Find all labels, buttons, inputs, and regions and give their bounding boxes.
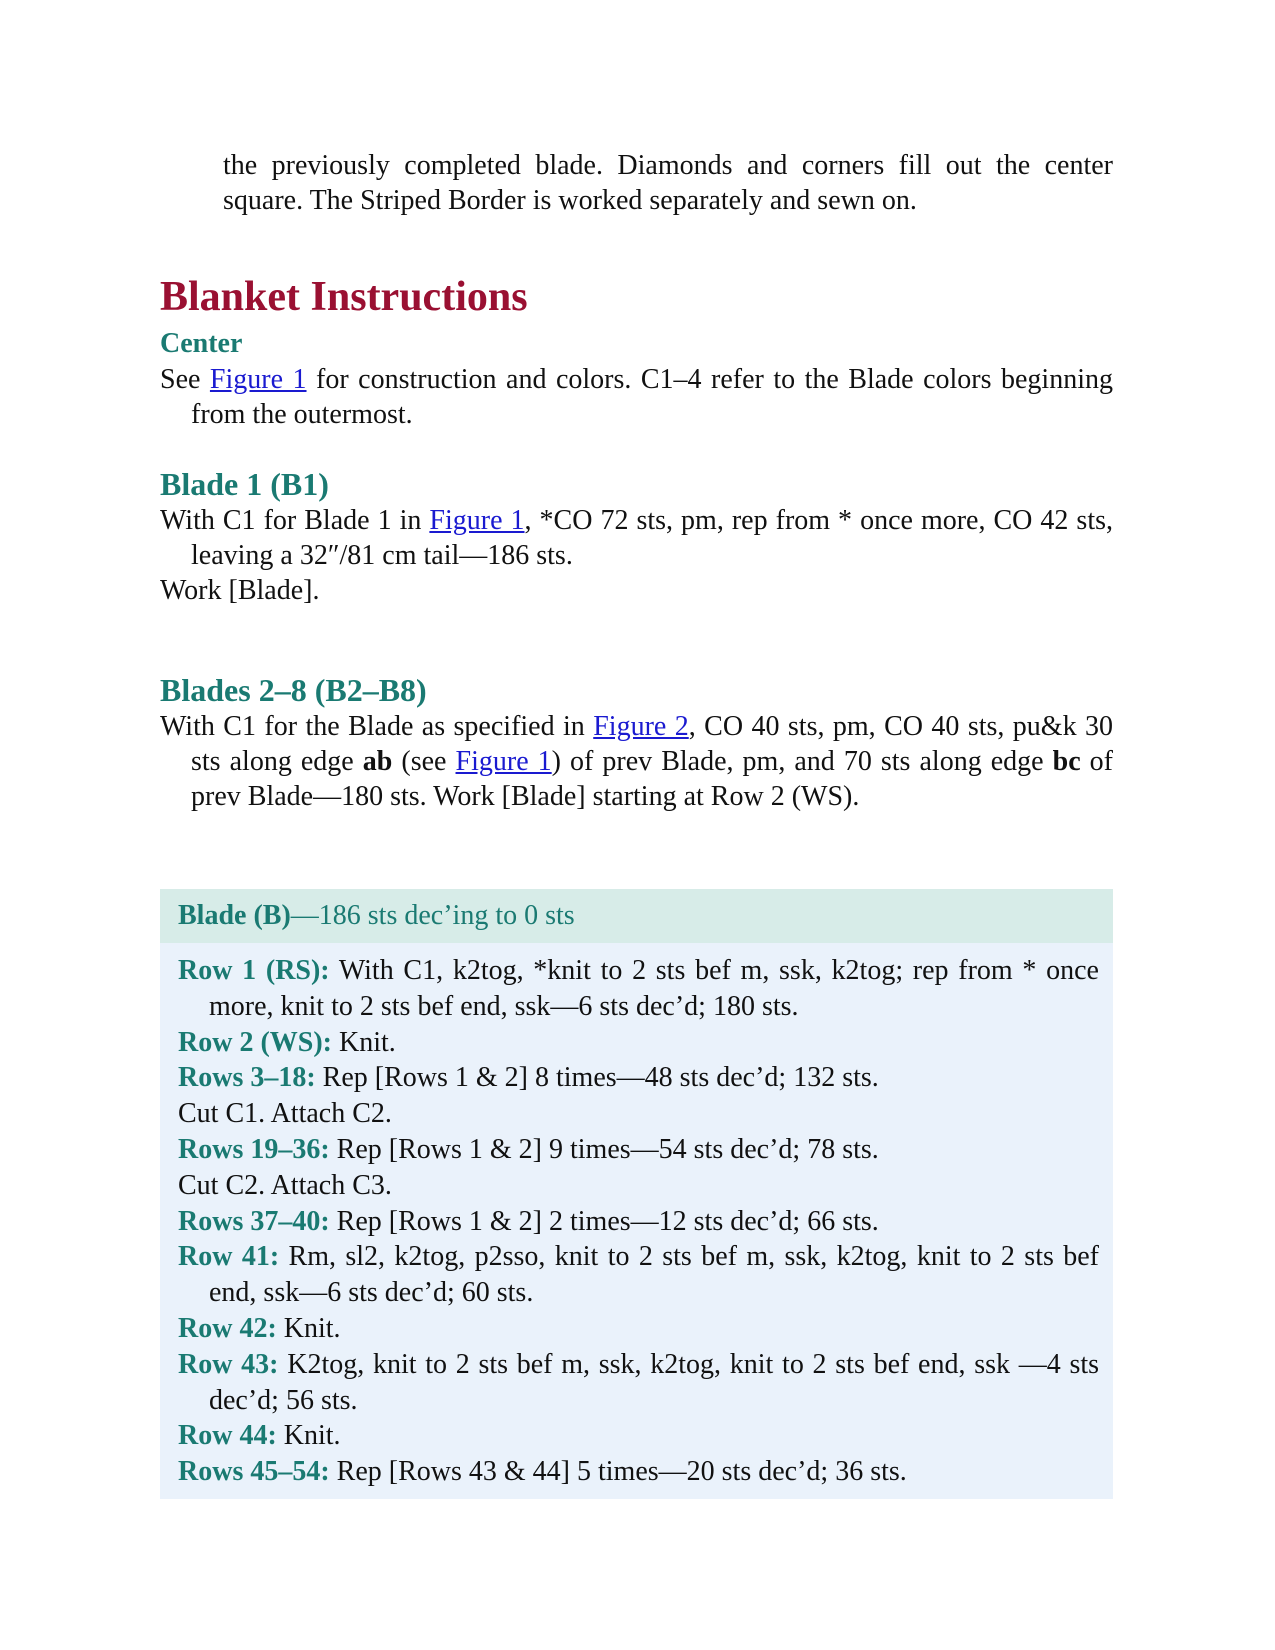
row-label: Row 44: — [178, 1420, 277, 1452]
edge-bc-label: bc — [1052, 746, 1081, 777]
row-text: Knit. — [332, 1026, 396, 1058]
row-label: Row 41: — [178, 1241, 280, 1273]
intro-text: the previously completed blade. Diamonds and corners fill out the center square. The Striped Border is worked separately and sewn on. — [223, 150, 1113, 216]
instruction-row — [178, 953, 1099, 1025]
row-label: Rows 37–40: — [178, 1205, 330, 1237]
instruction-row — [178, 1096, 1099, 1132]
blade1-text-1: With C1 for Blade 1 in — [160, 505, 430, 536]
blade-instructions-box — [160, 889, 1113, 1499]
instruction-row — [178, 1418, 1099, 1454]
row-text: Rep [Rows 1 & 2] 9 times—54 sts dec’d; 78 sts. — [329, 1133, 879, 1165]
blades2-8-text-2: , CO 40 sts, pm, CO 40 sts, pu&k 30 sts along edge — [191, 711, 1114, 777]
row-text: Rm, sl2, k2tog, p2sso, knit to 2 sts bef m, ssk, k2tog, knit to 2 sts bef end, ssk—6 sts dec’d; 60 sts. — [209, 1241, 1099, 1309]
blade-box-rows — [160, 943, 1113, 1490]
blades2-8-text-1: With C1 for the Blade as specified in — [160, 711, 594, 742]
blade1-text-2: , *CO 72 sts, pm, rep from * once more, CO 42 sts, leaving a 32″/81 cm tail—186 sts. — [191, 505, 1113, 571]
center-text-2: for construction and colors. C1–4 refer to the Blade colors beginning from the outermost. — [191, 364, 1113, 430]
row-label: Row 1 (RS): — [178, 955, 330, 986]
center-text-1: See — [160, 364, 210, 395]
blade-box-title-bold: Blade (B) — [178, 900, 291, 931]
row-text: Rep [Rows 1 & 2] 8 times—48 sts dec’d; 132 sts. — [315, 1062, 879, 1094]
row-text: Cut C1. Attach C2. — [178, 1098, 392, 1130]
row-label: Rows 45–54: — [178, 1456, 330, 1488]
blades2-8-text-5: of prev Blade—180 sts. Work [Blade] starting at Row 2 (WS). — [191, 746, 1114, 812]
figure-2-link[interactable]: Figure 2 — [593, 711, 689, 742]
instruction-row — [178, 1025, 1099, 1061]
blade1-work: Work [Blade]. — [160, 575, 320, 606]
row-label: Row 42: — [178, 1312, 277, 1344]
figure-1-link[interactable]: Figure 1 — [429, 505, 525, 536]
row-text: K2tog, knit to 2 sts bef m, ssk, k2tog, knit to 2 sts bef end, ssk —4 sts dec’d; 56 sts. — [209, 1348, 1100, 1416]
instruction-row — [178, 1204, 1099, 1240]
row-label: Row 2 (WS): — [178, 1026, 332, 1058]
figure-1-link[interactable]: Figure 1 — [455, 746, 552, 777]
row-text: With C1, k2tog, *knit to 2 sts bef m, ssk, k2tog; rep from * once more, knit to 2 sts bef end, ssk—6 sts dec’d; 180 sts. — [209, 955, 1099, 1022]
instruction-row — [178, 1311, 1099, 1347]
row-label: Rows 3–18: — [178, 1062, 316, 1094]
intro-paragraph — [223, 148, 1113, 218]
page-title: Blanket Instructions — [160, 274, 528, 320]
row-text: Rep [Rows 43 & 44] 5 times—20 sts dec’d; 36 sts. — [329, 1456, 907, 1488]
row-text: Cut C2. Attach C3. — [178, 1169, 392, 1201]
row-label: Rows 19–36: — [178, 1133, 330, 1165]
blade-box-header — [160, 889, 1113, 943]
row-text: Rep [Rows 1 & 2] 2 times—12 sts dec’d; 66 sts. — [329, 1205, 879, 1237]
instruction-row — [178, 1168, 1099, 1204]
instruction-row — [178, 1060, 1099, 1096]
figure-1-link[interactable]: Figure 1 — [209, 364, 307, 395]
blade1-section — [160, 465, 1113, 608]
center-heading: Center — [160, 328, 243, 359]
blade1-paragraph — [160, 503, 1113, 573]
row-text: Knit. — [276, 1420, 341, 1452]
row-label: Row 43: — [178, 1348, 279, 1380]
blades2-8-heading: Blades 2–8 (B2–B8) — [160, 672, 427, 708]
center-paragraph — [160, 362, 1113, 432]
instruction-row — [178, 1239, 1099, 1311]
row-text: Knit. — [276, 1312, 341, 1344]
blades2-8-text-4: ) of prev Blade, pm, and 70 sts along edge — [551, 746, 1053, 777]
blades2-8-text-3: (see — [392, 746, 456, 777]
instruction-row — [178, 1347, 1099, 1419]
blade-box-title-rest: —186 sts dec’ing to 0 sts — [290, 900, 575, 931]
instruction-row — [178, 1132, 1099, 1168]
edge-ab-label: ab — [362, 746, 393, 777]
instruction-row — [178, 1454, 1099, 1490]
blades2-8-section — [160, 671, 1113, 814]
blade1-heading: Blade 1 (B1) — [160, 466, 329, 502]
center-section — [160, 326, 1113, 432]
blades2-8-paragraph — [160, 709, 1113, 814]
